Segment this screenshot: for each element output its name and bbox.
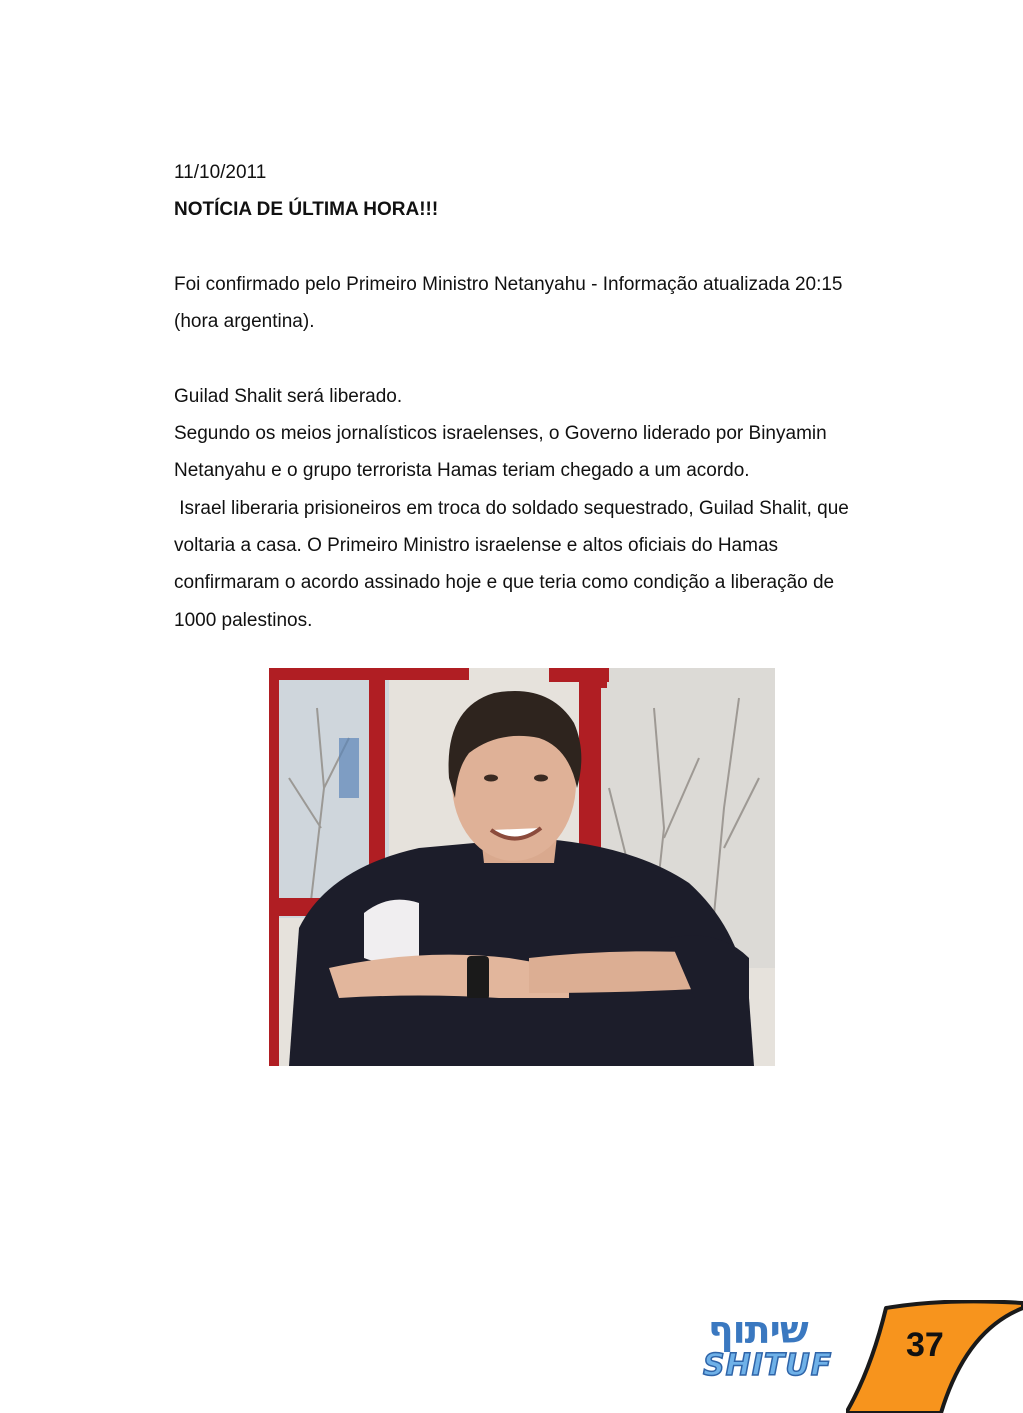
body-line-2: Segundo os meios jornalísticos israelenses, o Governo liderado por Binyamin xyxy=(174,423,827,445)
body-line-3: Netanyahu e o grupo terrorista Hamas teriam chegado a um acordo. xyxy=(174,460,750,482)
body-line-5: voltaria a casa. O Primeiro Ministro israelense e altos oficiais do Hamas xyxy=(174,534,779,556)
page-number: 37 xyxy=(906,1326,944,1364)
logo-hebrew-text: שיתוף xyxy=(708,1308,808,1352)
article-date: 11/10/2011 xyxy=(174,162,267,183)
spacer xyxy=(174,229,914,266)
intro-line-1: Foi confirmado pelo Primeiro Ministro Netanyahu - Informação atualizada 20:15 xyxy=(174,273,843,295)
article-headline: NOTÍCIA DE ÚLTIMA HORA!!! xyxy=(174,199,439,221)
logo-latin-text: SHITUF xyxy=(703,1348,833,1383)
shituf-logo xyxy=(700,1308,833,1392)
intro-line-2: (hora argentina). xyxy=(174,311,315,333)
body-line-4: Israel liberaria prisioneiros em troca do soldado sequestrado, Guilad Shalit, que xyxy=(174,497,849,519)
portrait-photo xyxy=(269,668,775,1066)
body-line-7: 1000 palestinos. xyxy=(174,609,313,631)
spacer xyxy=(174,340,914,377)
article-text xyxy=(174,154,914,639)
body-line-1: Guilad Shalit será liberado. xyxy=(174,385,403,407)
body-line-6: confirmaram o acordo assinado hoje e que teria como condição a liberação de xyxy=(174,572,835,594)
